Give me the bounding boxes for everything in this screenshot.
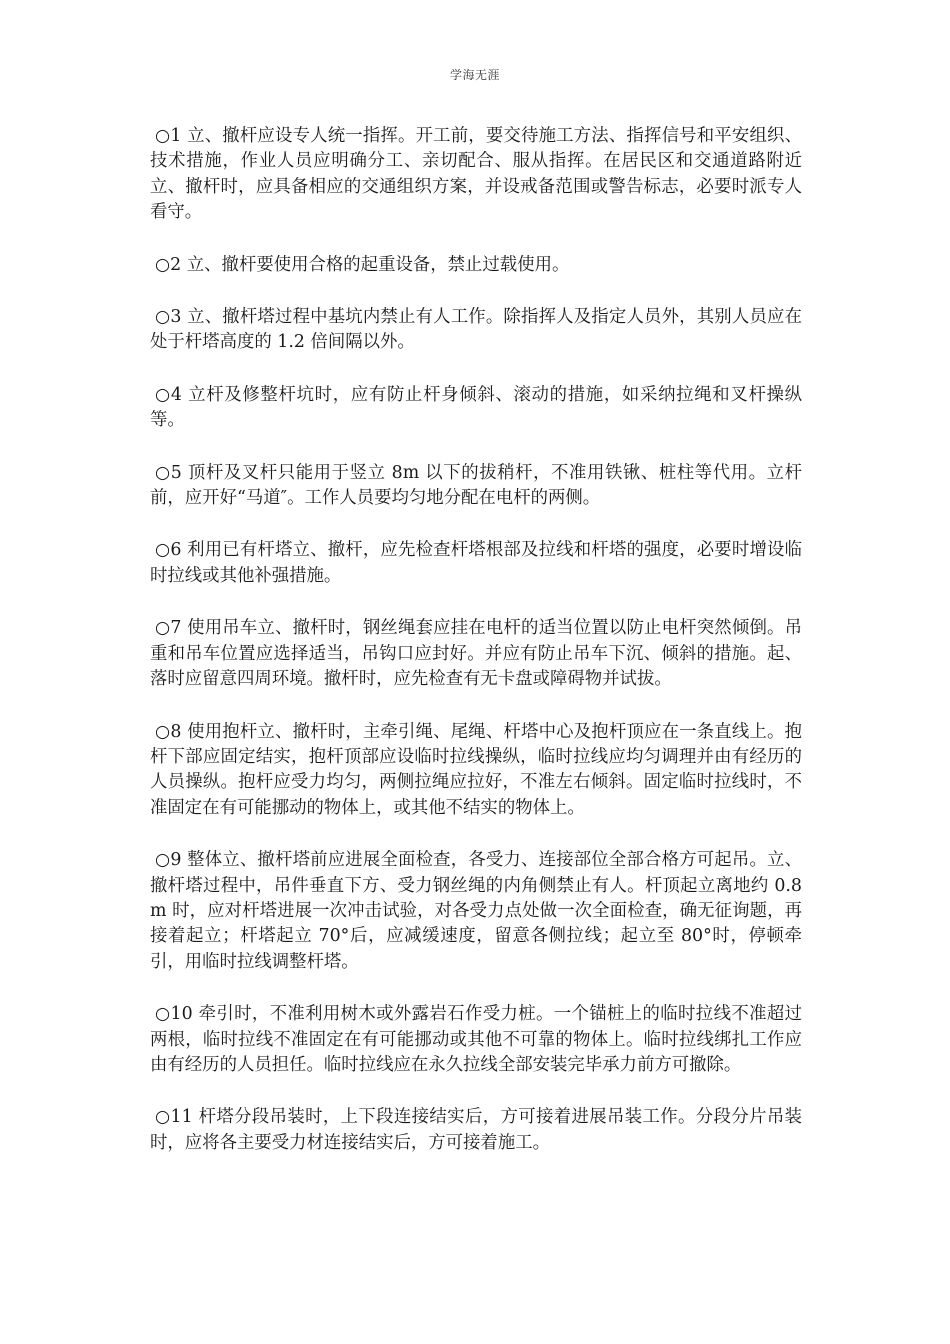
paragraph-2: ○2 立、撤杆要使用合格的起重设备，禁止过载使用。 — [155, 254, 570, 275]
paragraph-8: ○8 使用抱杆立、撤杆时，主牵引绳、尾绳、杆塔中心及抱杆顶应在一条直线上。抱杆下部应固定结实，抱杆顶部应设临时拉线操纵，临时拉线应均匀调理并由有经历的人员操纵。抱杆应受力均匀，两侧拉绳应拉好，不准左右倾斜。固定临时拉线时，不准固定在有可能挪动的物体上，或其他不结实的物体上。 — [150, 721, 802, 818]
paragraph-7: ○7 使用吊车立、撤杆时，钢丝绳套应挂在电杆的适当位置以防止电杆突然倾倒。吊重和吊车位置应选择适当，吊钩口应封好。并应有防止吊车下沉、倾斜的措施。起、落时应留意四周环境。撤杆时，应先检查有无卡盘或障碍物并试拔。 — [150, 618, 802, 690]
paragraph-4: ○4 立杆及修整杆坑时，应有防止杆身倾斜、滚动的措施，如采纳拉绳和叉杆操纵等。 — [150, 384, 802, 431]
paragraph-9: ○9 整体立、撤杆塔前应进展全面检查，各受力、连接部位全部合格方可起吊。立、撤杆塔过程中，吊件垂直下方、受力钢丝绳的内角侧禁止有人。杆顶起立离地约 0.8m 时，应对杆塔进展一次冲击试验，对各受力点处做一次全面检查，确无征询题，再接着起立；杆塔起立 70°后，应减缓速度，留意各侧拉线；起立至 80°时，停顿牵引，用临时拉线调整杆塔。 — [150, 850, 802, 972]
paragraph-11: ○11 杆塔分段吊装时，上下段连接结实后，方可接着进展吊装工作。分段分片吊装时，应将各主要受力材连接结实后，方可接着施工。 — [150, 1107, 802, 1153]
paragraph-10: ○10 牵引时，不准利用树木或外露岩石作受力桩。一个锚桩上的临时拉线不准超过两根，临时拉线不准固定在有可能挪动或其他不可靠的物体上。临时拉线绑扎工作应由有经历的人员担任。临时拉线应在永久拉线全部安装完毕承力前方可撤除。 — [150, 1004, 802, 1075]
paragraph-5: ○5 顶杆及叉杆只能用于竖立 8m 以下的拔稍杆，不准用铁锹、桩柱等代用。立杆前，应开好“马道″。工作人员要均匀地分配在电杆的两侧。 — [150, 462, 802, 509]
paragraph-3: ○3 立、撤杆塔过程中基坑内禁止有人工作。除指挥人及指定人员外，其别人员应在处于杆塔高度的 1.2 倍间隔以外。 — [150, 307, 802, 353]
document-body — [150, 124, 802, 1183]
page-header: 学海无涯 — [449, 68, 500, 82]
paragraph-1: ○1 立、撤杆应设专人统一指挥。开工前，要交待施工方法、指挥信号和平安组织、技术措施，作业人员应明确分工、亲切配合、服从指挥。在居民区和交通道路附近立、撤杆时，应具备相应的交通组织方案，并设戒备范围或警告标志，必要时派专人看守。 — [150, 126, 802, 223]
paragraph-6: ○6 利用已有杆塔立、撤杆，应先检查杆塔根部及拉线和杆塔的强度，必要时增设临时拉线或其他补强措施。 — [150, 540, 802, 586]
